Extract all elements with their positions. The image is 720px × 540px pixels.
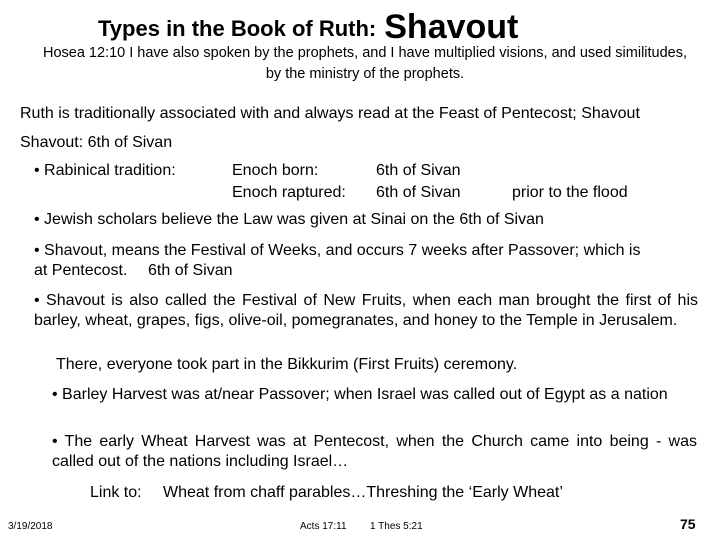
enoch-born-date: 6th of Sivan [376,162,461,179]
intro-line: Ruth is traditionally associated with and always read at the Feast of Pentecost; Shavout [20,105,640,122]
hosea-verse: Hosea 12:10 I have also spoken by the prophets, and I have multiplied visions, and used similitudes, by the ministry of the prophets. [42,45,688,82]
bikkurim-line: There, everyone took part in the Bikkurim (First Fruits) ceremony. [56,356,518,373]
bullet-wheat: • The early Wheat Harvest was at Pentecost, when the Church came into being - was called out of the nations including Israel… [52,433,697,470]
link-label: Link to: [90,484,142,501]
enoch-raptured-date: 6th of Sivan [376,184,461,201]
flood-note: prior to the flood [512,184,628,201]
title-emphasis: Shavout [384,8,519,46]
enoch-born-label: Enoch born: [232,162,319,179]
bullet-fruits: • Shavout is also called the Festival of New Fruits, when each man brought the first of his barley, wheat, grapes, figs, olive-oil, pomegranates, and honey to the Temple in Jerusalem. [34,292,698,329]
footer-date: 3/19/2018 [8,521,53,532]
bullet-law: • Jewish scholars believe the Law was given at Sinai on the 6th of Sivan [34,211,544,228]
page-number: 75 [680,516,696,532]
bullet-barley: • Barley Harvest was at/near Passover; when Israel was called out of Egypt as a nation [52,386,668,403]
bullet-weeks-line2: at Pentecost. [34,262,128,279]
rabbinical-label: • Rabinical tradition: [34,162,176,179]
footer-ref-acts: Acts 17:11 [300,521,347,532]
link-text[interactable]: Wheat from chaff parables…Threshing the ‘Early Wheat’ [163,484,563,501]
weeks-date: 6th of Sivan [148,262,233,279]
footer-ref-thes: 1 Thes 5:21 [370,521,423,532]
enoch-raptured-label: Enoch raptured: [232,184,346,201]
title-text: Types in the Book of Ruth: [98,16,377,41]
bullet-weeks-line1: • Shavout, means the Festival of Weeks, and occurs 7 weeks after Passover; which is [34,242,641,259]
slide-title [98,6,518,45]
shavout-date: Shavout: 6th of Sivan [20,134,173,151]
